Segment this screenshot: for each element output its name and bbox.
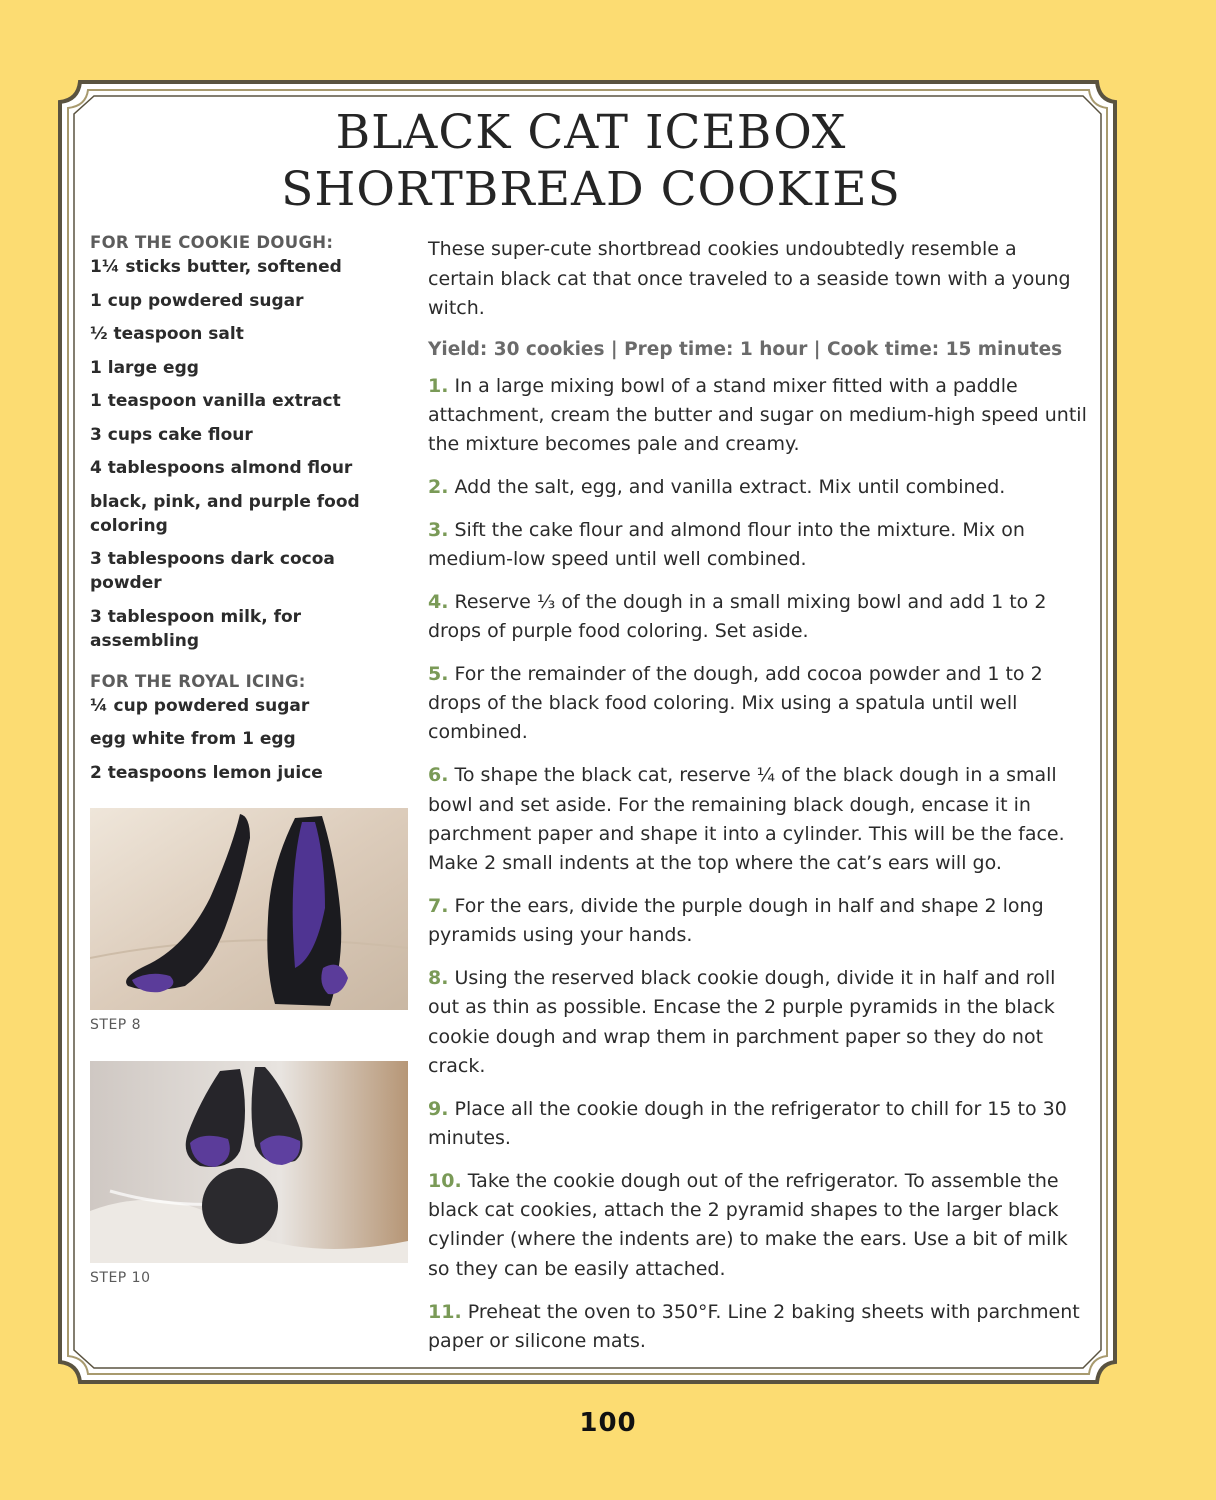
step-number: 7.: [428, 894, 449, 917]
step-item: [428, 516, 1088, 575]
ingredient-item: 2 teaspoons lemon juice: [90, 762, 323, 783]
step-number: 10.: [428, 1169, 462, 1192]
dough-ingredient-list: [90, 255, 412, 653]
dough-heading: FOR THE COOKIE DOUGH:: [90, 233, 334, 252]
step-10-photo: [90, 1061, 408, 1263]
photo-caption: STEP 10: [90, 1269, 151, 1286]
step-number: 2.: [428, 475, 449, 498]
step-number: 3.: [428, 518, 449, 541]
step-text: Sift the cake flour and almond flour into the mixture. Mix on medium-low speed until well combined.: [428, 518, 1025, 570]
step-text: In a large mixing bowl of a stand mixer fitted with a paddle attachment, cream the butter and sugar on medium-high speed until the mixture becomes pale and creamy.: [428, 374, 1087, 456]
step-item: [428, 964, 1088, 1081]
step-text: Take the cookie dough out of the refrigerator. To assemble the black cat cookies, attach the 2 pyramid shapes to the larger black cylinder (where the indents are) to make the ears. Use a bit of milk so they can be easily attached.: [428, 1169, 1068, 1280]
step-number: 5.: [428, 662, 449, 685]
step-item: [428, 473, 1088, 502]
ingredient-item: egg white from 1 egg: [90, 729, 296, 749]
ingredient-item: 1 teaspoon vanilla extract: [90, 391, 341, 411]
step-list: [428, 372, 1088, 1357]
icing-ingredient-list: [90, 694, 412, 785]
ingredient-item: black, pink, and purple food coloring: [90, 491, 360, 536]
step-text: For the remainder of the dough, add cocoa powder and 1 to 2 drops of the black food coloring. Mix using a spatula until well combined.: [428, 662, 1043, 744]
recipe-intro: These super-cute shortbread cookies undoubtedly resemble a certain black cat that once traveled to a seaside town with a young witch.: [428, 238, 1071, 319]
step-item: [428, 372, 1088, 460]
page-number: 100: [579, 1408, 637, 1438]
step-text: Preheat the oven to 350°F. Line 2 baking sheets with parchment paper or silicone mats.: [428, 1300, 1080, 1352]
recipe-title: [80, 104, 1102, 218]
ingredient-item: 1¼ sticks butter, softened: [90, 257, 342, 277]
title-line-2: SHORTBREAD COOKIES: [281, 162, 901, 217]
ingredient-item: 1 large egg: [90, 357, 199, 378]
step-item: [428, 588, 1088, 647]
step-item: [428, 1167, 1088, 1284]
ingredient-item: ¼ cup powdered sugar: [90, 695, 310, 716]
step-number: 11.: [428, 1300, 462, 1323]
step-number: 9.: [428, 1097, 449, 1120]
ingredient-item: 3 cups cake flour: [90, 424, 253, 445]
ingredient-item: 1 cup powdered sugar: [90, 290, 304, 311]
photo-caption: STEP 8: [90, 1016, 142, 1033]
recipe-meta: Yield: 30 cookies | Prep time: 1 hour | Cook time: 15 minutes: [428, 338, 1063, 360]
step-item: [428, 1095, 1088, 1154]
step-item: [428, 892, 1088, 951]
step-item: [428, 1298, 1088, 1357]
icing-heading: FOR THE ROYAL ICING:: [90, 671, 306, 691]
instructions-column: [428, 235, 1088, 1370]
step-text: Using the reserved black cookie dough, divide it in half and roll out as thin as possible. Encase the 2 purple pyramids in the black cookie dough and wrap them in parchment paper so they do not crack.: [428, 967, 1056, 1077]
step-8-photo: [90, 808, 408, 1010]
step-text: Place all the cookie dough in the refrigerator to chill for 15 to 30 minutes.: [428, 1097, 1067, 1150]
ingredient-item: ½ teaspoon salt: [90, 324, 244, 344]
step-item: [428, 660, 1088, 748]
step-text: For the ears, divide the purple dough in half and shape 2 long pyramids using your hands.: [428, 894, 1044, 947]
ingredient-item: 4 tablespoons almond flour: [90, 458, 353, 478]
step-number: 8.: [428, 967, 449, 990]
step-text: To shape the black cat, reserve ¼ of the black dough in a small bowl and set aside. For the remaining black dough, encase it in parchment paper and shape it into a cylinder. This will be the face. Make 2 small indents at the top where the cat’s ears will go.: [428, 764, 1065, 875]
step-text: Reserve ⅓ of the dough in a small mixing bowl and add 1 to 2 drops of purple food coloring. Set aside.: [428, 590, 1047, 643]
step-number: 1.: [428, 374, 449, 397]
recipe-card: [80, 94, 1102, 1364]
ingredient-item: 3 tablespoons dark cocoa powder: [90, 549, 335, 593]
step-number: 4.: [428, 590, 449, 613]
ingredient-item: 3 tablespoon milk, for assembling: [90, 606, 302, 651]
ingredients-column: [90, 231, 412, 1287]
title-line-1: BLACK CAT ICEBOX: [335, 105, 847, 160]
step-text: Add the salt, egg, and vanilla extract. Mix until combined.: [454, 475, 1006, 498]
step-item: [428, 761, 1088, 878]
step-number: 6.: [428, 764, 449, 787]
